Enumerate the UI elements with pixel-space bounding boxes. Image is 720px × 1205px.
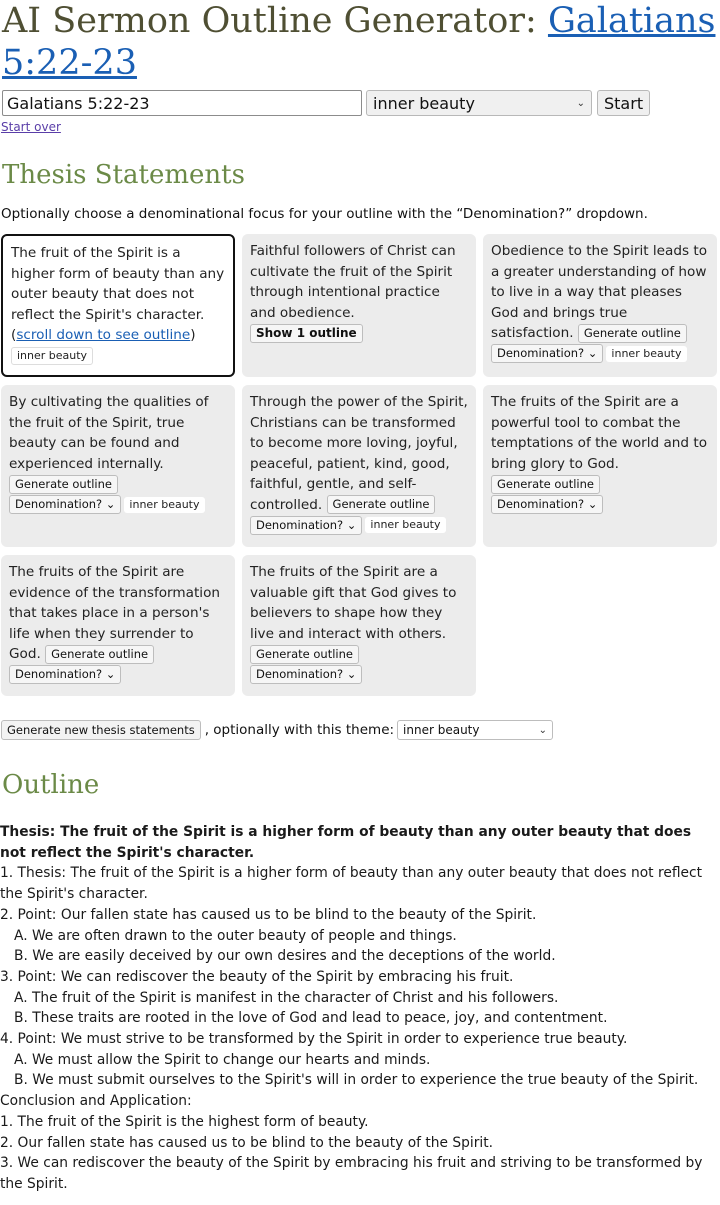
thesis-card[interactable]: [1, 555, 235, 696]
thesis-card[interactable]: [242, 555, 476, 696]
theme-select-value: inner beauty: [373, 93, 475, 113]
chevron-down-icon: ⌄: [105, 667, 116, 681]
start-button[interactable]: Start: [597, 90, 650, 116]
generate-theme-text: , optionally with this theme:: [204, 722, 395, 738]
thesis-intro: Optionally choose a denominational focus for your outline with the “Denomination?” dropdown.: [1, 206, 648, 222]
chevron-down-icon: ⌄: [587, 497, 598, 511]
theme-select[interactable]: [366, 90, 592, 116]
thesis-text: Through the power of the Spirit, Christians can be transformed to become more loving, joyful, peaceful, patient, kind, good, faithful, gentle, and self-controlled.: [250, 394, 468, 513]
generate-theme-select[interactable]: [397, 720, 553, 740]
outline-thesis: Thesis: The fruit of the Spirit is a higher form of beauty than any outer beauty that does not reflect the Spirit's character.: [0, 824, 692, 861]
chevron-down-icon: ⌄: [346, 517, 357, 532]
thesis-grid: [1, 234, 720, 696]
outline-line: 1. The fruit of the Spirit is the highest form of beauty.: [0, 1113, 369, 1130]
search-row: [0, 89, 720, 117]
generate-row: [1, 720, 720, 740]
thesis-text: The fruits of the Spirit are a valuable gift that God gives to believers to shape how they live and interact with others.: [250, 564, 457, 642]
page-title: [0, 0, 717, 84]
thesis-card[interactable]: [483, 234, 717, 377]
denomination-select[interactable]: [250, 665, 362, 684]
generate-outline-button[interactable]: Generate outline: [250, 645, 359, 664]
thesis-text: The fruit of the Spirit is a higher form of beauty than any outer beauty that does not reflect the Spirit's character.: [11, 245, 225, 323]
outline-line: A. The fruit of the Spirit is manifest in the character of Christ and his followers.: [14, 989, 559, 1006]
generate-outline-button[interactable]: Generate outline: [45, 645, 154, 664]
denomination-label: Denomination?: [15, 667, 103, 681]
denomination-label: Denomination?: [256, 517, 344, 532]
passage-input[interactable]: [2, 90, 362, 116]
denomination-select[interactable]: [9, 495, 121, 514]
denomination-select[interactable]: [491, 344, 603, 363]
outline-line: Conclusion and Application:: [0, 1093, 192, 1110]
outline-line: A. We are often drawn to the outer beauty of people and things.: [14, 927, 457, 944]
outline-line: 3. We can rediscover the beauty of the Spirit by embracing his fruit and striving to be transformed by the Spirit.: [0, 1155, 703, 1192]
thesis-card[interactable]: [242, 234, 476, 377]
denomination-label: Denomination?: [256, 667, 344, 681]
thesis-heading: Thesis Statements: [2, 160, 245, 190]
thesis-card[interactable]: [483, 385, 717, 547]
theme-tag: inner beauty: [606, 346, 686, 362]
denomination-select[interactable]: [491, 495, 603, 514]
chevron-down-icon: ⌄: [576, 97, 585, 109]
outline-line: B. These traits are rooted in the love of God and lead to peace, joy, and contentment.: [14, 1010, 608, 1027]
outline-line: 4. Point: We must strive to be transformed by the Spirit in order to experience true beauty.: [0, 1031, 628, 1048]
thesis-text: Obedience to the Spirit leads to a greater understanding of how to live in a way that pleases God and brings true satisfaction.: [491, 243, 708, 341]
thesis-text: The fruits of the Spirit are a powerful tool to combat the temptations of the world and to bring glory to God.: [491, 394, 708, 472]
denomination-label: Denomination?: [15, 497, 103, 511]
thesis-text: By cultivating the qualities of the fruit of the Spirit, true beauty can be found and experienced internally.: [9, 394, 209, 472]
theme-tag: inner beauty: [11, 347, 93, 365]
outline-line: 2. Point: Our fallen state has caused us to be blind to the beauty of the Spirit.: [0, 906, 537, 923]
thesis-text: The fruits of the Spirit are evidence of the transformation that takes place in a person's life when they surrender to God.: [9, 564, 221, 662]
denomination-select[interactable]: [9, 665, 121, 684]
show-outline-button[interactable]: Show 1 outline: [250, 324, 363, 343]
theme-tag: inner beauty: [365, 517, 445, 533]
thesis-text: Faithful followers of Christ can cultivate the fruit of the Spirit through intentional practice and obedience.: [250, 243, 456, 321]
thesis-card[interactable]: The fruit of the Spirit is a higher form of beauty than any outer beauty that does not reflect the Spirit's character. (scroll down to see outline) inner beauty: [1, 234, 235, 377]
denomination-label: Denomination?: [497, 497, 585, 511]
chevron-down-icon: ⌄: [105, 497, 116, 511]
outline-line: 3. Point: We can rediscover the beauty of the Spirit by embracing his fruit.: [0, 968, 514, 985]
outline-heading: Outline: [2, 770, 100, 800]
chevron-down-icon: ⌄: [346, 667, 357, 681]
outline-line: 1. Thesis: The fruit of the Spirit is a higher form of beauty than any outer beauty that does not reflect the Spirit's character.: [0, 865, 702, 903]
passage-link[interactable]: Galatians 5:22-23: [2, 1, 716, 83]
outline-lines: [0, 863, 716, 1194]
generate-outline-button[interactable]: Generate outline: [327, 495, 436, 514]
scroll-to-outline-link[interactable]: scroll down to see outline: [16, 327, 191, 343]
generate-outline-button[interactable]: Generate outline: [491, 475, 600, 494]
thesis-card[interactable]: [242, 385, 476, 547]
outline-line: A. We must allow the Spirit to change our hearts and minds.: [14, 1051, 431, 1068]
outline-line: B. We must submit ourselves to the Spirit's will in order to experience the true beauty of the Spirit.: [14, 1072, 699, 1089]
title-prefix: AI Sermon Outline Generator:: [2, 1, 548, 41]
denomination-label: Denomination?: [497, 346, 585, 360]
generate-thesis-button[interactable]: Generate new thesis statements: [1, 720, 201, 740]
outline-line: B. We are easily deceived by our own desires and the deceptions of the world.: [14, 948, 556, 965]
outline-body: [0, 822, 720, 1195]
generate-outline-button[interactable]: Generate outline: [9, 475, 118, 494]
chevron-down-icon: ⌄: [538, 724, 548, 736]
start-over-link[interactable]: Start over: [1, 120, 61, 134]
theme-tag: inner beauty: [124, 497, 204, 513]
chevron-down-icon: ⌄: [587, 346, 598, 360]
generate-outline-button[interactable]: Generate outline: [578, 324, 687, 343]
outline-line: 2. Our fallen state has caused us to be blind to the beauty of the Spirit.: [0, 1134, 494, 1151]
thesis-card[interactable]: [1, 385, 235, 547]
denomination-select[interactable]: [250, 516, 362, 535]
generate-theme-value: inner beauty: [403, 723, 480, 737]
